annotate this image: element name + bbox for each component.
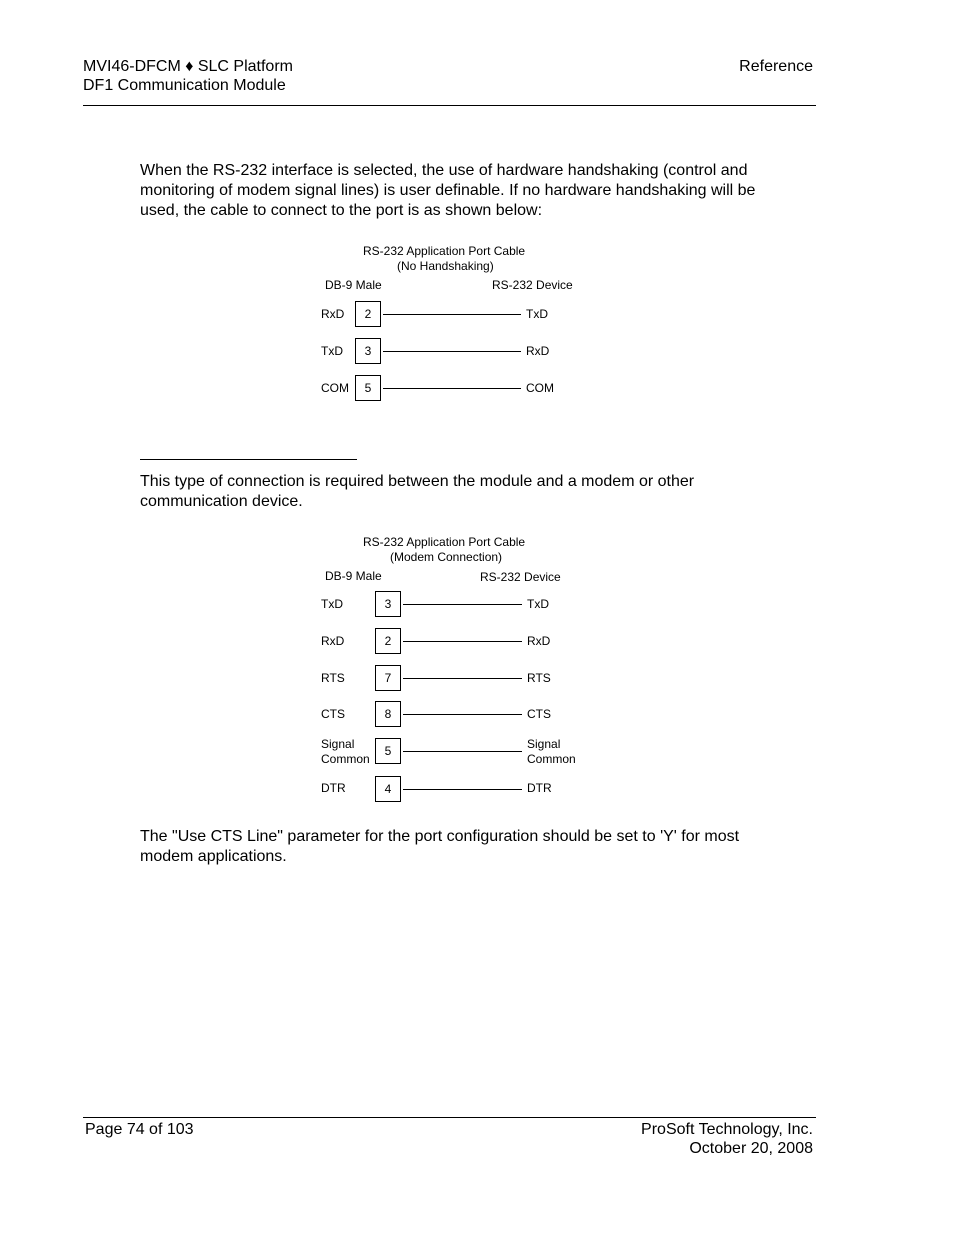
diagram2-pin: 7 bbox=[375, 665, 401, 691]
diagram1-left-label: TxD bbox=[321, 344, 343, 358]
diagram2-wire bbox=[403, 714, 522, 715]
diagram1-pin: 5 bbox=[355, 375, 381, 401]
footer-date: October 20, 2008 bbox=[689, 1140, 813, 1157]
diagram2-right-label: DTR bbox=[527, 781, 552, 795]
footer-rule bbox=[83, 1117, 816, 1118]
diagram1-right-label: COM bbox=[526, 381, 554, 395]
diagram2-right-label: RxD bbox=[527, 634, 551, 648]
diagram1-right-header: RS-232 Device bbox=[492, 278, 573, 292]
diagram2-pin: 2 bbox=[375, 628, 401, 654]
page-number: Page 74 of 103 bbox=[85, 1121, 194, 1138]
diagram2-wire bbox=[403, 751, 522, 752]
diagram2-right-label: RTS bbox=[527, 671, 551, 685]
diagram2-right-label: TxD bbox=[527, 597, 549, 611]
diagram2-right-label: CTS bbox=[527, 707, 551, 721]
diagram2-left-label: DTR bbox=[321, 781, 346, 795]
diagram1-left-label: COM bbox=[321, 381, 349, 395]
diagram2-right-header: RS-232 Device bbox=[480, 570, 561, 584]
diagram2-wire bbox=[403, 789, 522, 790]
diagram1-wire bbox=[383, 351, 521, 352]
footer-company: ProSoft Technology, Inc. bbox=[641, 1121, 813, 1138]
diagram1-wire bbox=[383, 388, 521, 389]
diagram1-left-header: DB-9 Male bbox=[325, 278, 382, 292]
diagram2-pin: 4 bbox=[375, 776, 401, 802]
diagram2-left-label: TxD bbox=[321, 597, 343, 611]
header-product: MVI46-DFCM ♦ SLC Platform bbox=[83, 58, 293, 75]
diagram2-pin: 8 bbox=[375, 701, 401, 727]
header-section: Reference bbox=[739, 58, 813, 75]
diagram2-pin: 5 bbox=[375, 738, 401, 764]
diagram1-pin: 3 bbox=[355, 338, 381, 364]
diagram1-subtitle: (No Handshaking) bbox=[397, 259, 494, 273]
diagram2-left-label: Signal bbox=[321, 737, 355, 751]
section-separator bbox=[140, 459, 357, 460]
diagram1-wire bbox=[383, 314, 521, 315]
diagram2-wire bbox=[403, 604, 522, 605]
diagram2-left-header: DB-9 Male bbox=[325, 569, 382, 583]
diagram2-wire bbox=[403, 678, 522, 679]
diagram2-left-label: CTS bbox=[321, 707, 345, 721]
diagram2-subtitle: (Modem Connection) bbox=[390, 550, 503, 564]
diagram2-right-label-line2: Common bbox=[527, 752, 576, 766]
diagram2-left-label: RxD bbox=[321, 634, 345, 648]
diagram2-title: RS-232 Application Port Cable bbox=[363, 535, 526, 549]
diagram2-left-label-line2: Common bbox=[321, 752, 370, 766]
diagram1-right-label: TxD bbox=[526, 307, 548, 321]
diagram2-right-label: Signal bbox=[527, 737, 561, 751]
diagram1-pin: 2 bbox=[355, 301, 381, 327]
intro-paragraph: When the RS-232 interface is selected, the use of hardware handshaking (control and monitoring of modem signal lines) is user definable. If no hardware handshaking will be used, the cable to connect to the port is as shown below: bbox=[140, 162, 756, 219]
modem-paragraph: This type of connection is required between the module and a modem or other communication device. bbox=[140, 473, 695, 510]
diagram2-wire bbox=[403, 641, 522, 642]
diagram2-pin: 3 bbox=[375, 591, 401, 617]
diagram1-left-label: RxD bbox=[321, 307, 345, 321]
diagram2-left-label: RTS bbox=[321, 671, 345, 685]
header-rule bbox=[83, 105, 816, 106]
diagram1-title: RS-232 Application Port Cable bbox=[363, 244, 526, 258]
diagram1-right-label: RxD bbox=[526, 344, 550, 358]
header-module: DF1 Communication Module bbox=[83, 77, 286, 94]
cts-paragraph: The "Use CTS Line" parameter for the port configuration should be set to 'Y' for most modem applications. bbox=[140, 828, 740, 865]
